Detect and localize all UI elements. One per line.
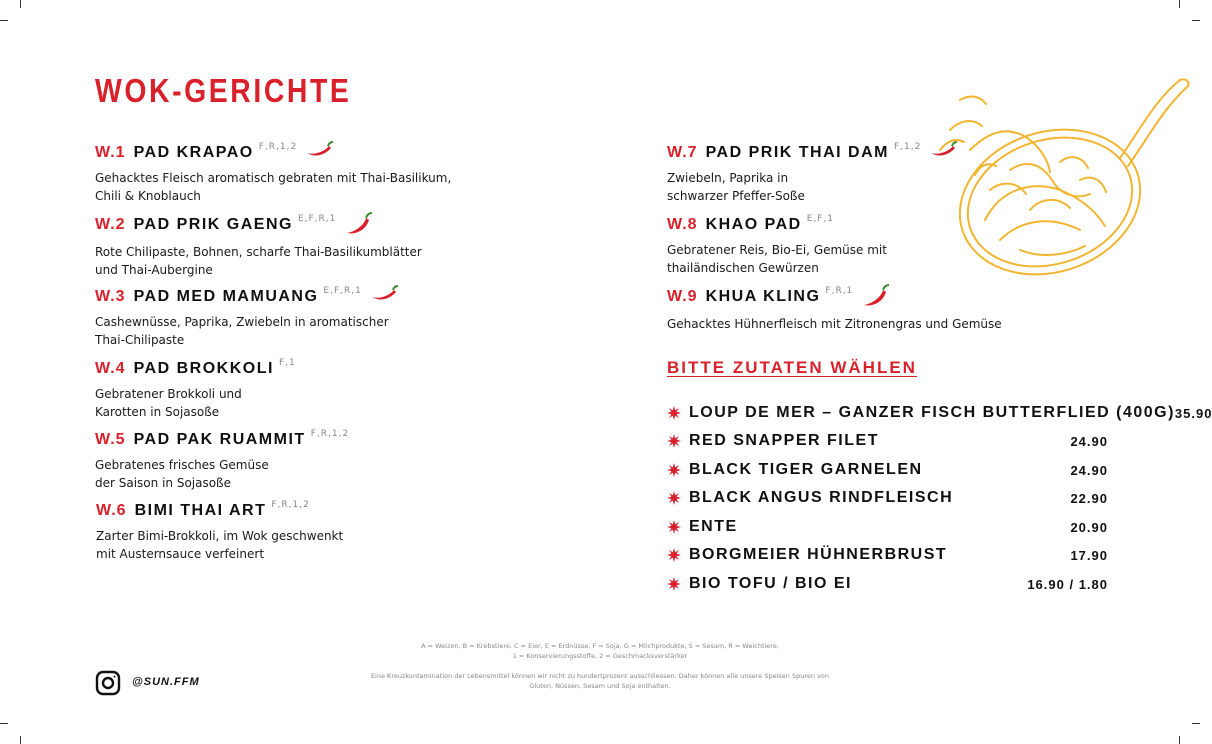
protein-price: 16.90 / 1.80 [1027, 576, 1108, 592]
dish-name: PAD PAK RUAMMIT [133, 431, 306, 448]
chili-burst-icon [667, 548, 681, 562]
dish-name: PAD PRIK GAENG [133, 216, 293, 233]
protein-name: BLACK ANGUS RINDFLEISCH [689, 489, 954, 506]
allergen-legend-line: 1 = Konservierungsstoffe, 2 = Geschmacksverstärker [512, 652, 688, 660]
chili-burst-icon [667, 577, 681, 591]
dish-allergens: F,R,1,2 [271, 500, 310, 510]
dish-code: W.4 [95, 360, 126, 377]
protein-row [667, 402, 1212, 424]
dish-item [95, 216, 422, 279]
dish-item [95, 288, 400, 349]
dish-name: PAD MED MAMUANG [133, 288, 319, 305]
allergen-legend-line: A = Weizen, B = Krebstiere, C = Eier, E = Erdnüsse, F = Soja, G = Milchprodukte, S = Sesam, R = Weichtiere, [421, 642, 779, 650]
protein-row [667, 487, 1108, 509]
crop-mark [1192, 723, 1200, 724]
page-title: WOK-GERICHTE [95, 72, 352, 109]
dish-description-line: Gehacktes Fleisch aromatisch gebraten mit Thai-Basilikum, [95, 171, 452, 185]
crop-mark [1179, 736, 1180, 744]
dish-code: W.2 [95, 216, 126, 233]
protein-name: LOUP DE MER – GANZER FISCH BUTTERFLIED (400G) [689, 404, 1175, 421]
crop-mark [0, 723, 8, 724]
dish-description-line: Karotten in Sojasoße [95, 405, 220, 419]
chili-burst-icon [667, 491, 681, 505]
dish-name: KHAO PAD [705, 216, 802, 233]
chili-burst-icon [667, 520, 681, 534]
protein-name: BIO TOFU / BIO EI [689, 575, 852, 592]
dish-allergens: E,F,R,1 [297, 214, 337, 224]
wok-pan-illustration [930, 70, 1192, 310]
crop-mark [20, 0, 21, 8]
instagram-handle[interactable]: @SUN.FFM [132, 676, 200, 688]
instagram-icon[interactable] [95, 670, 121, 696]
dish-description-line: schwarzer Pfeffer-Soße [667, 189, 805, 203]
disclaimer [250, 671, 950, 691]
ingredients-heading: BITTE ZUTATEN WÄHLEN [667, 358, 917, 377]
dish-description-line: Thai-Chilipaste [95, 333, 185, 347]
disclaimer-line: Gluten, Nüssen, Sesam und Soja enthalten. [529, 682, 671, 690]
dish-item [95, 144, 451, 205]
protein-name: RED SNAPPER FILET [689, 432, 879, 449]
crop-mark [0, 20, 8, 21]
dish-description-line: Zarter Bimi-Brokkoli, im Wok geschwenkt [96, 529, 344, 543]
dish-allergens: F,R,1,2 [258, 142, 298, 152]
dish-description-line: der Saison in Sojasoße [95, 476, 232, 490]
dish-code: W.7 [667, 144, 698, 161]
dish-code: W.6 [96, 502, 127, 519]
dish-item [667, 216, 887, 277]
dish-description-line: Rote Chilipaste, Bohnen, scharfe Thai-Basilikumblätter [95, 245, 422, 259]
dish-allergens: F,R,1 [825, 286, 854, 296]
disclaimer-line: Eine Kreuzkontamination der Lebensmittel können wir nicht zu hundertprozent ausschliessen. Daher können alle unsere Speisen Spuren von [370, 672, 830, 680]
dish-name: PAD BROKKOLI [133, 360, 274, 377]
chili-burst-icon [667, 463, 681, 477]
chili-icon [370, 284, 400, 302]
dish-description-line: Cashewnüsse, Paprika, Zwiebeln in aromatischer [95, 315, 389, 329]
dish-code: W.3 [95, 288, 126, 305]
dish-description-line: Gebratenes frisches Gemüse [95, 458, 269, 472]
protein-name: BLACK TIGER GARNELEN [689, 461, 923, 478]
dish-allergens: F,1 [278, 358, 296, 368]
protein-row [667, 459, 1108, 481]
dish-description-line: Chili & Knoblauch [95, 189, 201, 203]
dish-description-line: mit Austernsauce verfeinert [96, 547, 265, 561]
protein-price: 24.90 [1070, 433, 1108, 449]
dish-allergens: E,F,1 [806, 214, 835, 224]
protein-price: 20.90 [1070, 519, 1108, 535]
protein-name: BORGMEIER HÜHNERBRUST [689, 546, 948, 563]
protein-price: 24.90 [1070, 462, 1108, 478]
protein-row [667, 544, 1108, 566]
protein-row [667, 430, 1108, 452]
dish-allergens: F,1,2 [893, 142, 922, 152]
crop-mark [1179, 0, 1180, 8]
dish-allergens: F,R,1,2 [310, 429, 350, 439]
dish-description-line: Gebratener Reis, Bio-Ei, Gemüse mit [667, 243, 887, 257]
protein-name: ENTE [689, 518, 738, 535]
chili-icon [305, 140, 335, 158]
dish-item [95, 431, 349, 492]
dish-description-line: und Thai-Aubergine [95, 263, 213, 277]
crop-mark [20, 736, 21, 744]
dish-code: W.5 [95, 431, 126, 448]
dish-code: W.9 [667, 288, 698, 305]
crop-mark [1192, 20, 1200, 21]
protein-row [667, 516, 1108, 538]
dish-item [667, 144, 959, 205]
allergen-legend [300, 641, 900, 661]
dish-description-line: thailändischen Gewürzen [667, 261, 819, 275]
dish-code: W.8 [667, 216, 698, 233]
dish-name: PAD KRAPAO [133, 144, 254, 161]
chili-icon [861, 284, 891, 308]
dish-description-line: Gebratener Brokkoli und [95, 387, 242, 401]
dish-name: PAD PRIK THAI DAM [705, 144, 889, 161]
protein-price: 17.90 [1070, 547, 1108, 563]
protein-price: 22.90 [1070, 490, 1108, 506]
dish-name: KHUA KLING [705, 288, 821, 305]
dish-name: BIMI THAI ART [134, 502, 267, 519]
protein-price: 35.90 [1174, 405, 1212, 421]
chili-burst-icon [667, 434, 681, 448]
dish-description-line: Zwiebeln, Paprika in [667, 171, 789, 185]
chili-icon [344, 212, 374, 236]
dish-description-line: Gehacktes Hühnerfleisch mit Zitronengras und Gemüse [667, 317, 1002, 331]
dish-allergens: E,F,R,1 [323, 286, 362, 296]
protein-row [667, 573, 1108, 595]
dish-code: W.1 [95, 144, 126, 161]
chili-burst-icon [667, 406, 681, 420]
dish-item [95, 360, 296, 421]
dish-item [96, 502, 343, 563]
